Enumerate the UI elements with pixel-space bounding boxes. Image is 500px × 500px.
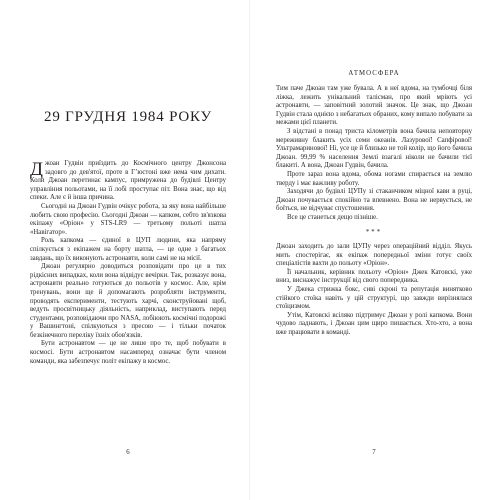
body-paragraph: Сьогодні на Джоан Гудвін очікує робота, за яку вона найбільше любить свою професію. Сьогодні Джоан — капком, себто зв'язкова екіпажу «Оріон» у STS-LR9 — третьому польоті шатла «Навігатор».	[30, 202, 226, 236]
body-paragraph: У Джека стрижка бокс, сиві скроні та репутація винятково стійкого стоїка навіть у цій структурі, що завжди вирізнялася стоїцизмом.	[276, 286, 472, 311]
body-paragraph: Заходячи до будівлі ЦУПу зі стаканчиком міцної кави в руці, Джоан почувається спокійно та впевнено. Вона не нервується, не боїться, не відчуває спустошення.	[276, 188, 472, 213]
body-paragraph: З відстані в понад триста кілометрів вона бачила неповторну мереживну блакить усіх семи океанів. Лазурової! Сапфірової! Ультрамаринової! Ні, усе це й близько не той колір, що його бачила Джоан. 99,99 % населення Землі взагалі ніколи не бачили тієї блакиті. А вона, Джоан Гудвін, бачила.	[276, 127, 472, 170]
page-number-right: 7	[372, 449, 376, 456]
body-paragraph: Утім, Катовскі всіляко підтримує Джоан у ролі капкома. Вони чудово ладнають, і Джоан цим щиро пишається. Хто-хто, а вона вже працювати в команді.	[276, 311, 472, 337]
body-paragraph: Тим паче Джоан там уже бувала. А в неї вдома, на тумбочці біля ліжка, лежить унікальний талісман, про який мріють усі астронавти, — заповітний золотий значок. Це знак, що Джоан Гудвін стала однією з небагатьох обраних, кому випало побувати за межами цієї планети.	[276, 85, 472, 127]
body-paragraph: Джоан регулярно доводиться розповідати про це в тих рідкісних випадках, коли вона відвідує вечірки. Так, розказує вона, астронавти реально готуються до польотів у космос. Але, крім тренувань, вони ще й допомагають розробляти інструменти, проводять експерименти, тестують харчі, сконструйовані щоб, ведуть просвітницьку діяльність, наприклад, виступають перед студентами, розповідаючи про NASA, лобіюють космічні подорожі у Вашингтоні, спілкуються з пресою — і тільки початок безкінечного переліку їхніх обов'язків.	[30, 263, 226, 339]
right-page-body	[276, 85, 472, 338]
body-paragraph: Проте зараз вона вдома, обома ногами спирається на землю тверду і має важливу роботу.	[276, 170, 472, 187]
opening-paragraph-text: жоан Гудвін приїздить до Космічного центру Джонсона задовго до дев'ятої, проте в Гʼюстоні вже нема чим дихати. Коли Джоан перетинає кампус, примружена до будівлі Центру управління польотами, на її лобі проступає піт. Вона знає, що від спеки. Але є й інша причина.	[30, 160, 226, 202]
drop-cap: Д	[30, 159, 43, 180]
section-separator: ***	[365, 228, 383, 236]
body-paragraph: Все це станеться дещо пізніше.	[287, 213, 378, 221]
body-paragraph: Джоан заходить до зали ЦУПу через операційний відділ. Якусь мить спостерігає, як екіпаж попередньої зміни готує своїх спеціалістів вахти до польоту «Оріон».	[276, 243, 472, 268]
body-paragraph: Роль капкома — єдиної в ЦУП людини, яка напряму спілкується з екіпажем на борту шатла, — це одне з багатьох завдань, що їх виконують астронавти, коли самі не на місії.	[30, 237, 226, 262]
page-number-left: 6	[126, 449, 130, 456]
body-paragraph: Бути астронавтом — це не лише про те, щоб побувати в космосі. Бути астронавтом насамперед означає бути членом команди, яка забезпечує політ екіпажу в космос.	[30, 340, 226, 365]
left-page-body	[30, 160, 226, 366]
chapter-title: 29 ГРУДНЯ 1984 РОКУ	[44, 109, 212, 125]
body-paragraph: Її начальник, керівник польоту «Оріон» Джек Катовскі, уже вниз, виснажує інструкції від свого попередника.	[276, 268, 472, 285]
running-head: АТМОСФЕРА	[348, 70, 400, 77]
right-page	[250, 0, 500, 500]
opening-paragraph	[30, 160, 226, 203]
